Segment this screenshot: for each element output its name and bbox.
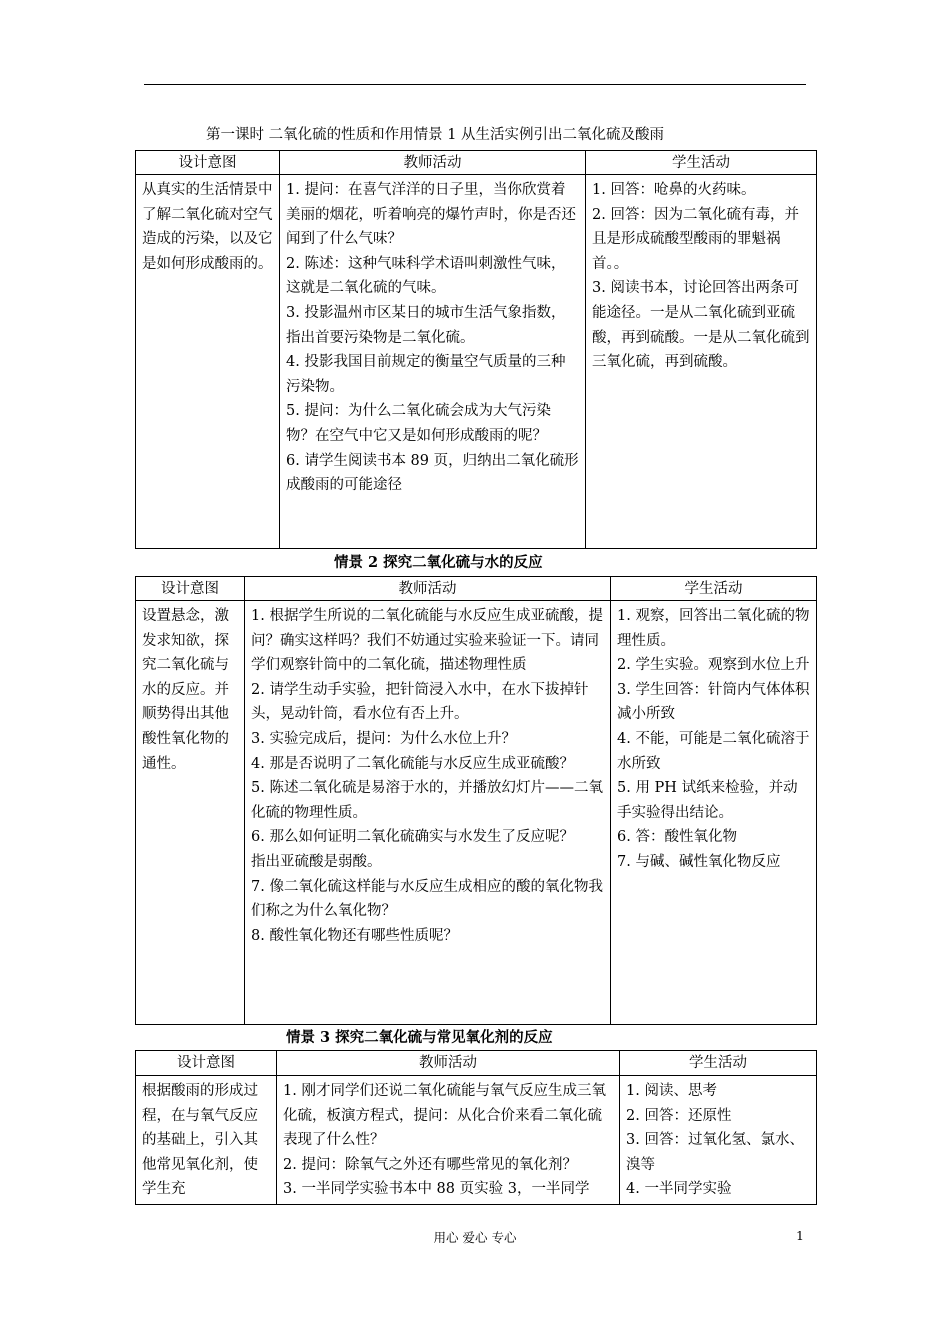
teacher-item: 1. 根据学生所说的二氧化硫能与水反应生成亚硫酸，提问？确实这样吗？我们不妨通过实验来验证一下。请同学们观察针筒中的二氧化硫，描述物理性质: [251, 608, 603, 674]
teacher-item: 1. 刚才同学们还说二氧化硫能与氧气反应生成三氧化硫，板演方程式，提问：从化合价来看二氧化硫表现了什么性？: [283, 1083, 606, 1149]
section3-table: [135, 1050, 817, 1205]
teacher-item: 6. 那么如何证明二氧化硫确实与水发生了反应呢？: [251, 829, 574, 846]
teacher-item: 2. 陈述：这种气味科学术语叫刺激性气味，这就是二氧化硫的气味。: [286, 255, 566, 297]
teacher-activities: [280, 175, 586, 549]
student-item: 3. 学生回答：针筒内气体体积减小所致: [617, 681, 810, 723]
teacher-item: 4. 那是否说明了二氧化硫能与水反应生成亚硫酸？: [251, 755, 574, 772]
section3-caption: [286, 1029, 553, 1047]
header-design: 设计意图: [136, 1051, 277, 1076]
student-item: 5. 用 PH 试纸来检验，并动手实验得出结论。: [617, 780, 798, 821]
teacher-item: 指出亚硫酸是弱酸。: [251, 853, 382, 870]
teacher-item: 4. 投影我国目前规定的衡量空气质量的三种污染物。: [286, 354, 566, 395]
student-item: 4. 一半同学实验: [626, 1181, 732, 1198]
page-number: 1: [796, 1228, 804, 1243]
student-item: 1. 阅读、思考: [626, 1083, 717, 1099]
teacher-item: 2. 请学生动手实验，把针筒浸入水中，在水下拔掉针头，晃动针筒，看水位有否上升。: [251, 681, 589, 723]
header-student: 学生活动: [586, 151, 817, 175]
header-student: 学生活动: [620, 1051, 817, 1076]
student-item: 6. 答：酸性氧化物: [617, 829, 737, 846]
student-item: 2. 回答：还原性: [626, 1107, 732, 1124]
teacher-item: 5. 提问：为什么二氧化硫会成为大气污染物？在空气中它又是如何形成酸雨的呢？: [286, 403, 551, 444]
student-item: 1. 观察，回答出二氧化硫的物理性质。: [617, 608, 810, 649]
teacher-item: 1. 提问：在喜气洋洋的日子里，当你欣赏着美丽的烟花，听着响亮的爆竹声时，你是否还闻到了什么气味？: [286, 182, 576, 248]
header-teacher: 教师活动: [277, 1051, 620, 1076]
design-intent: 从真实的生活情景中了解二氧化硫对空气造成的污染，以及它是如何形成酸雨的。: [136, 175, 280, 549]
teacher-item: 2. 提问：除氧气之外还有哪些常见的氧化剂？: [283, 1156, 577, 1173]
student-item: 2. 学生实验。观察到水位上升: [617, 657, 810, 674]
design-intent: 根据酸雨的形成过程，在与氧气反应的基础上，引入其他常见氧化剂，使学生充: [136, 1076, 277, 1205]
section1-caption: 第一课时 二氧化硫的性质和作用情景 1 从生活实例引出二氧化硫及酸雨: [206, 127, 665, 143]
footer-motto: 用心 爱心 专心: [433, 1230, 517, 1245]
teacher-item: 5. 陈述二氧化硫是易溶于水的，并播放幻灯片——二氧化硫的物理性质。: [251, 780, 603, 821]
student-activities: [620, 1076, 817, 1205]
section2-caption-text: 情景 2 探究二氧化硫与水的反应: [334, 554, 543, 571]
teacher-activities: [245, 601, 611, 1025]
student-item: 1. 回答：呛鼻的火药味。: [592, 182, 756, 198]
student-item: 7. 与碱、碱性氧化物反应: [617, 853, 781, 870]
student-activities: [611, 601, 817, 1025]
header-teacher: 教师活动: [280, 151, 586, 175]
section3-caption-text: 情景 3 探究二氧化硫与常见氧化剂的反应: [286, 1029, 553, 1046]
teacher-item: 8. 酸性氧化物还有哪些性质呢？: [251, 927, 458, 944]
header-design: 设计意图: [136, 577, 245, 601]
teacher-item: 3. 一半同学实验书本中 88 页实验 3，一半同学: [283, 1181, 590, 1198]
teacher-item: 3. 实验完成后，提问：为什么水位上升？: [251, 730, 516, 747]
student-item: 3. 阅读书本，讨论回答出两条可能途径。一是从二氧化硫到亚硫酸，再到硫酸。一是从二氧化硫到三氧化硫，再到硫酸。: [592, 280, 810, 371]
student-activities: [586, 175, 817, 549]
section2-table: [135, 576, 817, 1025]
teacher-activities: [277, 1076, 620, 1205]
header-student: 学生活动: [611, 577, 817, 601]
section2-caption: [334, 554, 543, 572]
student-item: 3. 回答：过氧化氢、氯水、溴等: [626, 1132, 804, 1173]
student-item: 2. 回答：因为二氧化硫有毒，并且是形成硫酸型酸雨的罪魁祸首。。: [592, 206, 799, 272]
design-intent: 设置悬念，激发求知欲，探究二氧化硫与水的反应。并顺势得出其他酸性氧化物的通性。: [136, 601, 245, 1025]
header-teacher: 教师活动: [245, 577, 611, 601]
teacher-item: 7. 像二氧化硫这样能与水反应生成相应的酸的氧化物我们称之为什么氧化物？: [251, 878, 603, 920]
student-item: 4. 不能，可能是二氧化硫溶于水所致: [617, 730, 810, 772]
header-design: 设计意图: [136, 151, 280, 175]
teacher-item: 3. 投影温州市区某日的城市生活气象指数，指出首要污染物是二氧化硫。: [286, 304, 566, 346]
section1-table: [135, 150, 817, 549]
teacher-item: 6. 请学生阅读书本 89 页，归纳出二氧化硫形成酸雨的可能途径: [286, 452, 579, 494]
header-rule: [144, 84, 806, 85]
